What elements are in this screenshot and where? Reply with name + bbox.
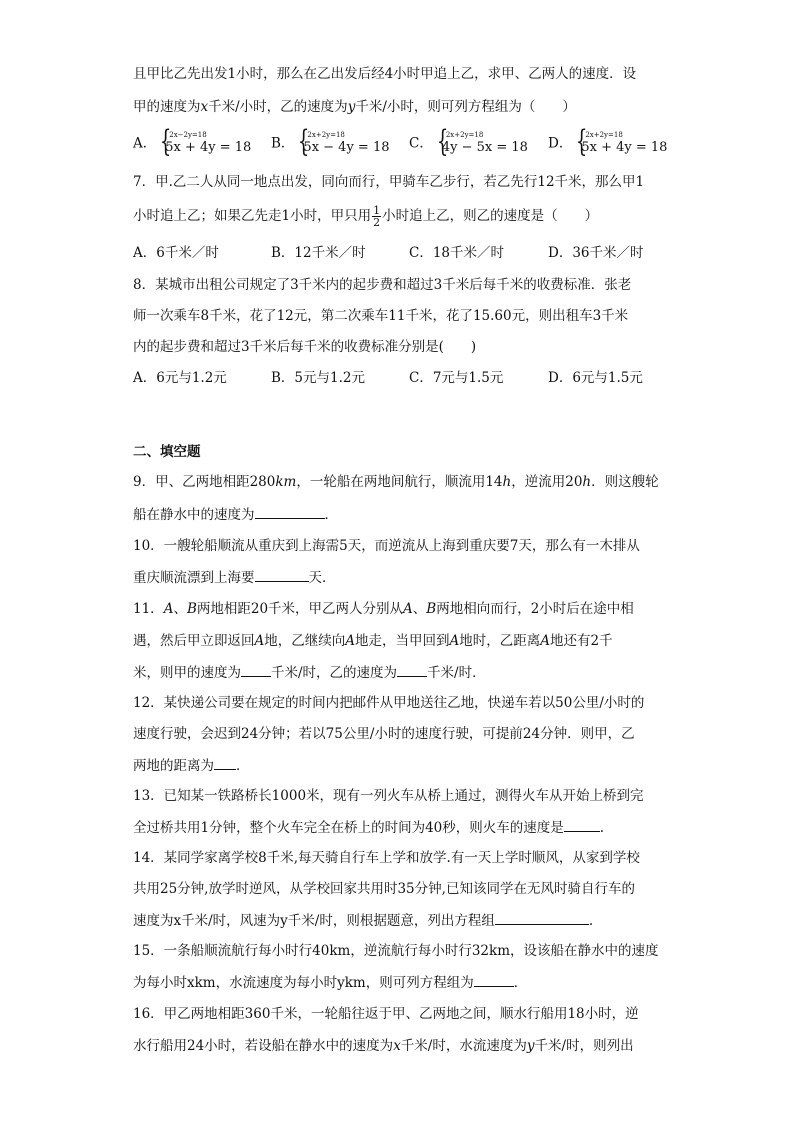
q13-line-2: 全过桥共用1分钟，整个火车完全在桥上的时间为40秒，则火车的速度是 . (133, 817, 604, 838)
answer-blank[interactable] (397, 662, 427, 677)
q6-options (133, 124, 673, 159)
q6-option-a[interactable]: A． { 2x−2y=18 5x + 4y = 18 (133, 124, 252, 159)
q9-line-2: 船在静水中的速度为 ． (133, 504, 338, 525)
q15-line-1: 15．一条船顺流航行每小时行40km，逆流航行每小时行32km，设该船在静水中的速度 (133, 943, 659, 959)
q8-option-a[interactable]: A．6元与1.2元 (133, 370, 227, 386)
q8-option-b[interactable]: B．5元与1.2元 (271, 370, 365, 386)
q11-line-2: 遇，然后甲立即返回A地，乙继续向A地走，当甲回到A地时，乙距离A地还有2千 (133, 633, 613, 649)
q14-line-2: 共用25分钟,放学时逆风，从学校回家共用时35分钟,已知该同学在无风时骑自行车的 (133, 881, 635, 897)
equation-system: { 2x−2y=18 5x + 4y = 18 (160, 124, 252, 159)
q10-line-2: 重庆顺流漂到上海要 天． (133, 567, 336, 588)
q6-option-d[interactable]: D． { 2x+2y=18 5x + 4y = 18 (548, 124, 668, 159)
q12-line-2: 速度行驶，会迟到24分钟；若以75公里/小时的速度行驶，可提前24分钟．则甲，乙 (133, 726, 635, 742)
q6-line-1: 且甲比乙先出发1小时，那么在乙出发后经4小时甲追上乙，求甲、乙两人的速度．设 (133, 66, 637, 82)
answer-blank[interactable] (255, 504, 325, 519)
q16-line-2: 水行船用24小时，若设船在静水中的速度为x千米/时，水流速度为y千米/时，则列出 (133, 1038, 634, 1054)
q15-line-2: 为每小时xkm，水流速度为每小时ykm，则可列方程组为 ． (133, 972, 527, 993)
q11-line-1: 11．A、B两地相距20千米，甲乙两人分别从A、B两地相向而行，2小时后在途中相 (133, 601, 634, 617)
q8-option-c[interactable]: C．7元与1.5元 (409, 370, 504, 386)
q13-line-1: 13．已知某一铁路桥长1000米，现有一列火车从桥上通过，测得火车从开始上桥到完 (133, 788, 644, 804)
q6-option-c[interactable]: C． { 2x+2y=18 4y − 5x = 18 (409, 124, 528, 159)
q14-line-3: 速度为x千米/时，风速为y千米/时，则根据题意，列出方程组 . (133, 910, 593, 931)
q8-option-d[interactable]: D．6元与1.5元 (548, 370, 643, 386)
q6-line-2: 甲的速度为x千米/小时，乙的速度为y千米/小时，则可列方程组为（ ） (133, 99, 576, 115)
answer-blank[interactable] (474, 972, 514, 987)
q7-option-c[interactable]: C．18千米／时 (409, 245, 505, 261)
equation-system: { 2x+2y=18 5x + 4y = 18 (576, 124, 668, 159)
q8-line-2: 师一次乘车8千米，花了12元，第二次乘车11千米，花了15.60元，则出租车3千米 (133, 308, 629, 324)
q7-options (133, 243, 673, 263)
section-title: 二、填空题 (133, 444, 201, 460)
q8-line-3: 内的起步费和超过3千米后每千米的收费标准分别是( ) (133, 339, 477, 355)
q8-options (133, 368, 673, 388)
answer-blank[interactable] (495, 910, 589, 925)
q6-option-b[interactable]: B． { 2x+2y=18 5x − 4y = 18 (271, 124, 390, 159)
equation-system: { 2x+2y=18 4y − 5x = 18 (436, 124, 528, 159)
answer-blank[interactable] (241, 662, 271, 677)
answer-blank[interactable] (214, 755, 236, 770)
q7-line-1: 7．甲.乙二人从同一地点出发，同向而行，甲骑车乙步行，若乙先行12千米，那么甲1 (133, 174, 645, 190)
q8-line-1: 8．某城市出租公司规定了3千米内的起步费和超过3千米后每千米的收费标准．张老 (133, 277, 632, 293)
q9-line-1: 9．甲、乙两地相距280km，一轮船在两地间航行，顺流用14h，逆流用20h．则这艘轮 (133, 474, 659, 490)
q11-line-3: 米，则甲的速度为 千米/时，乙的速度为 千米/时． (133, 662, 486, 683)
answer-blank[interactable] (564, 817, 600, 832)
q7-line-2: 小时追上乙；如果乙先走1小时，甲只用 $\frac{1}{2}$ 小时追上乙，则乙的速度是（ ） (133, 204, 599, 229)
q7-option-a[interactable]: A．6千米／时 (133, 245, 219, 261)
equation-system: { 2x+2y=18 5x − 4y = 18 (298, 124, 390, 159)
q16-line-1: 16．甲乙两地相距360千米，一轮船往返于甲、乙两地之间，顺水行船用18小时，逆 (133, 1006, 639, 1022)
q12-line-3: 两地的距离为 ． (133, 755, 250, 776)
answer-blank[interactable] (255, 567, 309, 582)
q12-line-1: 12．某快递公司要在规定的时间内把邮件从甲地送往乙地，快递车若以50公里/小时的 (133, 695, 645, 711)
q10-line-1: 10．一艘轮船顺流从重庆到上海需5天，而逆流从上海到重庆要7天，那么有一木排从 (133, 538, 640, 554)
q14-line-1: 14．某同学家离学校8千米,每天骑自行车上学和放学.有一天上学时顺风，从家到学校 (133, 850, 640, 866)
q7-option-d[interactable]: D．36千米／时 (548, 245, 644, 261)
fraction-one-half: $\frac{1}{2}$ (373, 204, 381, 229)
q7-option-b[interactable]: B．12千米／时 (271, 245, 366, 261)
